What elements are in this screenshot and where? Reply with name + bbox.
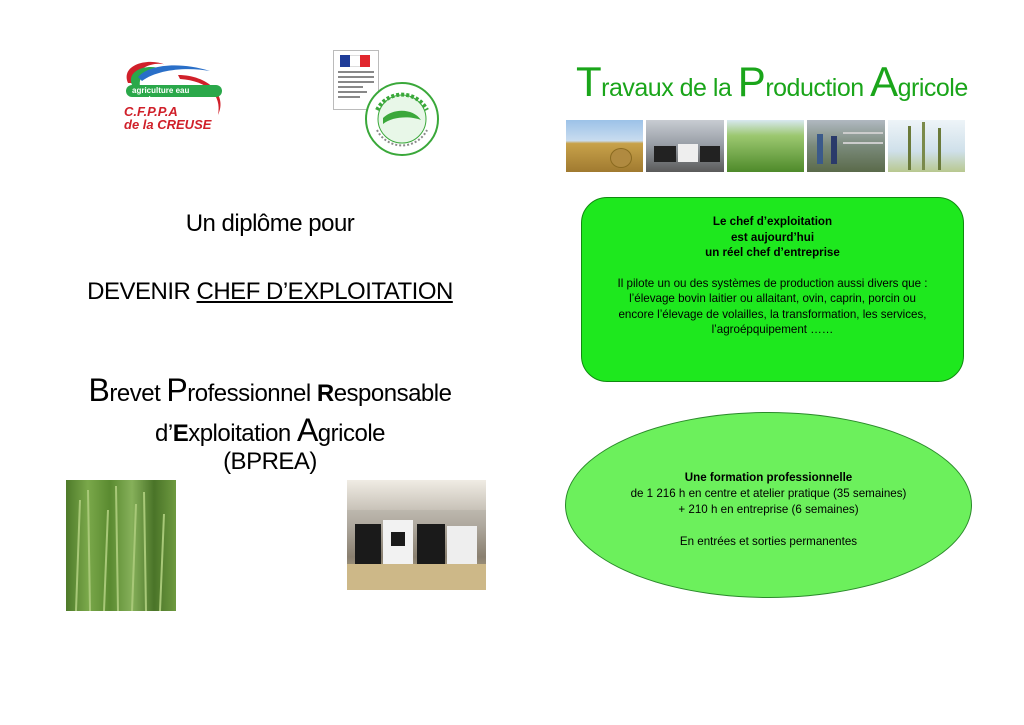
hay-bales-photo xyxy=(566,120,643,172)
french-flag-icon xyxy=(340,55,370,67)
brevet-word-agricole: gricole xyxy=(317,420,385,447)
cattle-barn-photo xyxy=(646,120,723,172)
title-part2: roduction xyxy=(765,74,871,102)
chef-para-line3: encore l’élevage de volailles, la transformation, les services, xyxy=(618,307,927,321)
green-field-photo xyxy=(727,120,804,172)
chef-para-line1: Il pilote un ou des systèmes de production aussi divers que : xyxy=(617,276,928,290)
brevet-word-professionnel: rofessionnel xyxy=(187,380,317,407)
cfppa-band-text: agriculture eau services xyxy=(132,86,190,104)
green-wheat-photo xyxy=(66,480,176,611)
wheat-ears-photo xyxy=(888,120,965,172)
enseignement-agricole-seal-icon xyxy=(363,80,441,158)
brevet-cap-e: E xyxy=(172,420,189,447)
cfppa-name-line1: C.F.P.P.A xyxy=(124,104,178,119)
chef-line2: est aujourd’hui xyxy=(730,230,815,244)
cfppa-band xyxy=(126,85,222,104)
brevet-cap-b: B xyxy=(88,372,110,408)
brevet-abbreviation: (BPREA) xyxy=(223,448,317,475)
formation-enterprise-hours: + 210 h en entreprise (6 semaines) xyxy=(678,503,859,516)
devenir-heading xyxy=(60,278,480,306)
formation-entries: En entrées et sorties permanentes xyxy=(679,535,858,548)
brevet-word-exploitation: xploitation xyxy=(188,420,297,447)
brevet-word-revet: revet xyxy=(109,380,167,407)
chef-para-line2: l’élevage bovin laitier ou allaitant, ovin, caprin, porcin ou xyxy=(629,292,916,305)
title-cap-a: A xyxy=(870,58,898,105)
chef-line1: Le chef d’exploitation xyxy=(712,215,833,228)
formation-centre-hours: de 1 216 h en centre et atelier pratique (35 semaines) xyxy=(630,487,907,500)
chef-para-line4: l’agroépquipement …… xyxy=(711,323,834,336)
brevet-line1 xyxy=(60,372,480,409)
brevet-word-responsable: esponsable xyxy=(333,380,452,407)
dairy-cows-barn-photo xyxy=(347,480,486,590)
formation-ellipse xyxy=(565,412,972,598)
brevet-word-d: d’ xyxy=(155,420,173,447)
title-cap-t: T xyxy=(576,58,602,105)
brevet-cap-p: P xyxy=(166,372,188,408)
cfppa-creuse-logo xyxy=(118,55,230,135)
formation-title: Une formation professionnelle xyxy=(684,471,853,484)
brevet-cap-r: R xyxy=(316,380,334,407)
title-part3: gricole xyxy=(897,74,968,102)
title-part1: ravaux de la xyxy=(601,74,738,102)
devenir-prefix: DEVENIR xyxy=(87,278,197,305)
devenir-underlined: CHEF D’EXPLOITATION xyxy=(196,278,453,305)
diploma-heading: Un diplôme pour xyxy=(185,210,355,237)
brevet-cap-a: A xyxy=(296,412,318,448)
title-cap-p: P xyxy=(737,58,766,105)
chef-line3: un réel chef d’entreprise xyxy=(705,246,840,259)
photo-strip xyxy=(566,120,968,172)
page-title xyxy=(576,58,968,106)
farmers-pen-photo xyxy=(807,120,884,172)
cfppa-name-line2: de la CREUSE xyxy=(124,117,212,132)
chef-exploitation-box xyxy=(581,197,964,382)
brevet-line2 xyxy=(60,412,480,449)
